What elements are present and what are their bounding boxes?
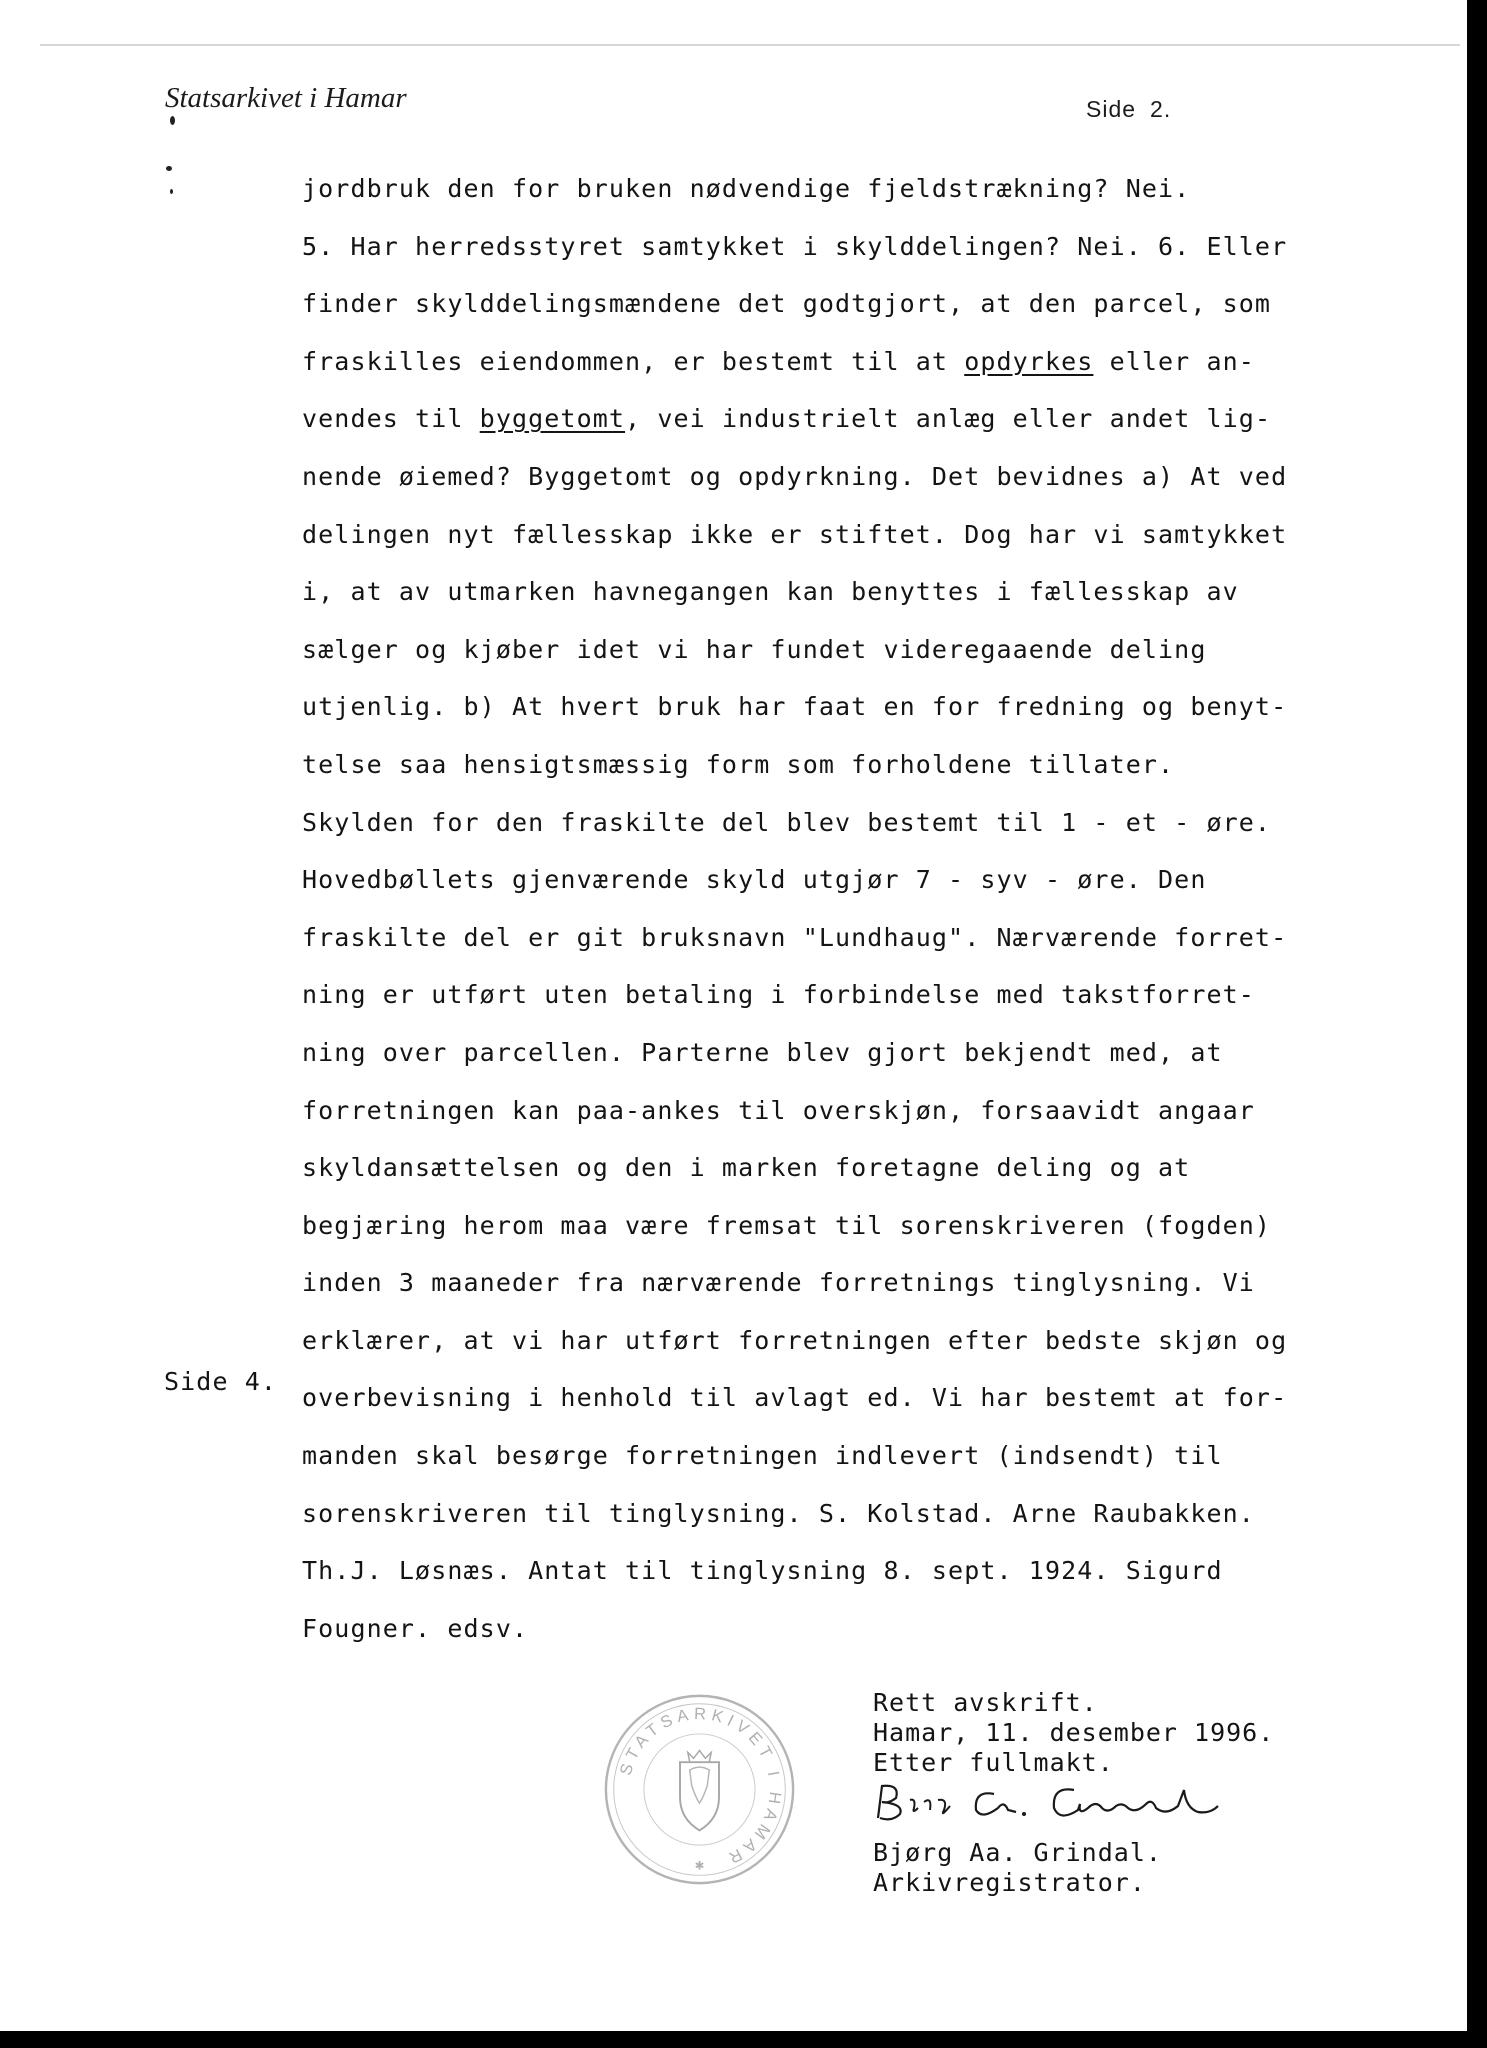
text-line: jordbruk den for bruken nødvendige fjeldstrækning? Nei. (302, 174, 1191, 203)
svg-text:✱: ✱ (694, 1858, 705, 1873)
text-line: begjæring herom maa være fremsat til sorenskriveren (fogden) (302, 1210, 1272, 1240)
text-line: sorenskriveren til tinglysning. S. Kolstad. Arne Raubakken. (302, 1498, 1255, 1528)
page-number: 2. (1150, 96, 1172, 122)
text-line: 5. Har herredsstyret samtykket i skylddelingen? Nei. 6. Eller (302, 231, 1288, 261)
text-line: ning er utført uten betaling i forbindelse med takstforret- (302, 980, 1255, 1010)
archive-name: Statsarkivet i Hamar (165, 82, 407, 114)
ink-mark (166, 166, 172, 171)
text-line: erklærer, at vi har utført forretningen efter bedste skjøn og (302, 1325, 1288, 1355)
text-line: ning over parcellen. Parterne blev gjort bekjendt med, at (302, 1037, 1223, 1067)
text-line: forretningen kan paa-ankes til overskjøn, forsaavidt angaar (302, 1095, 1255, 1125)
certification-true-copy: Rett avskrift. (873, 1688, 1098, 1717)
margin-page-note: Side 4. (164, 1367, 278, 1396)
text-line: nende øiemed? Byggetomt og opdyrkning. Det bevidnes a) At ved (302, 461, 1288, 491)
top-rule (40, 44, 1460, 46)
text-line: finder skylddelingsmændene det godtgjort, at den parcel, som (302, 289, 1272, 319)
text-segment: vendes til (302, 404, 480, 434)
archive-seal (602, 1692, 797, 1887)
seal-text: STATSARKIVET I HAMAR (615, 1704, 786, 1870)
text-line: skyldansættelsen og den i marken foretagne deling og at (302, 1153, 1191, 1183)
certification-place-date: Hamar, 11. desember 1996. (873, 1718, 1275, 1747)
underlined-word: byggetomt (479, 404, 626, 434)
page-label (1086, 96, 1171, 123)
text-line: fraskilte del er git bruksnavn "Lundhaug". Nærværende forret- (302, 922, 1288, 952)
handwritten-signature (866, 1778, 1226, 1830)
document-body (302, 160, 1362, 1657)
text-line: Th.J. Løsnæs. Antat til tinglysning 8. sept. 1924. Sigurd (302, 1556, 1223, 1586)
text-line (302, 390, 1362, 448)
text-line: Hovedbøllets gjenværende skyld utgjør 7 - syv - øre. Den (302, 865, 1207, 895)
text-line: Fougner. edsv. (302, 1613, 529, 1643)
text-line: inden 3 maaneder fra nærværende forretnings tinglysning. Vi (302, 1268, 1255, 1298)
text-line (302, 333, 1362, 391)
certification-authority: Etter fullmakt. (873, 1748, 1114, 1777)
ink-mark (170, 116, 175, 125)
ink-mark (170, 189, 173, 194)
text-line: i, at av utmarken havnegangen kan benyttes i fællesskap av (302, 577, 1239, 607)
text-line: Skylden for den fraskilte del blev bestemt til 1 - et - øre. (302, 807, 1272, 837)
text-line: sælger og kjøber idet vi har fundet videregaaende deling (302, 634, 1207, 664)
scan-border-right (1467, 0, 1487, 2048)
certification-signer-name: Bjørg Aa. Grindal. (873, 1838, 1162, 1867)
scan-border-bottom (0, 2031, 1487, 2048)
underlined-word: opdyrkes (964, 346, 1094, 376)
text-line: delingen nyt fællesskap ikke er stiftet. Dog har vi samtykket (302, 519, 1288, 549)
text-segment: , vei industrielt anlæg eller andet lig- (625, 404, 1272, 434)
text-segment: fraskilles eiendommen, er bestemt til at (302, 346, 965, 376)
page-word: Side (1086, 96, 1137, 122)
text-line: telse saa hensigtsmæssig form som forholdene tillater. (302, 749, 1175, 779)
text-line: overbevisning i henhold til avlagt ed. Vi har bestemt at for- (302, 1383, 1288, 1413)
certification-signer-title: Arkivregistrator. (873, 1868, 1146, 1897)
text-segment: eller an- (1093, 346, 1255, 376)
text-line: manden skal besørge forretningen indlevert (indsendt) til (302, 1441, 1223, 1471)
text-line: utjenlig. b) At hvert bruk har faat en for fredning og benyt- (302, 692, 1288, 722)
